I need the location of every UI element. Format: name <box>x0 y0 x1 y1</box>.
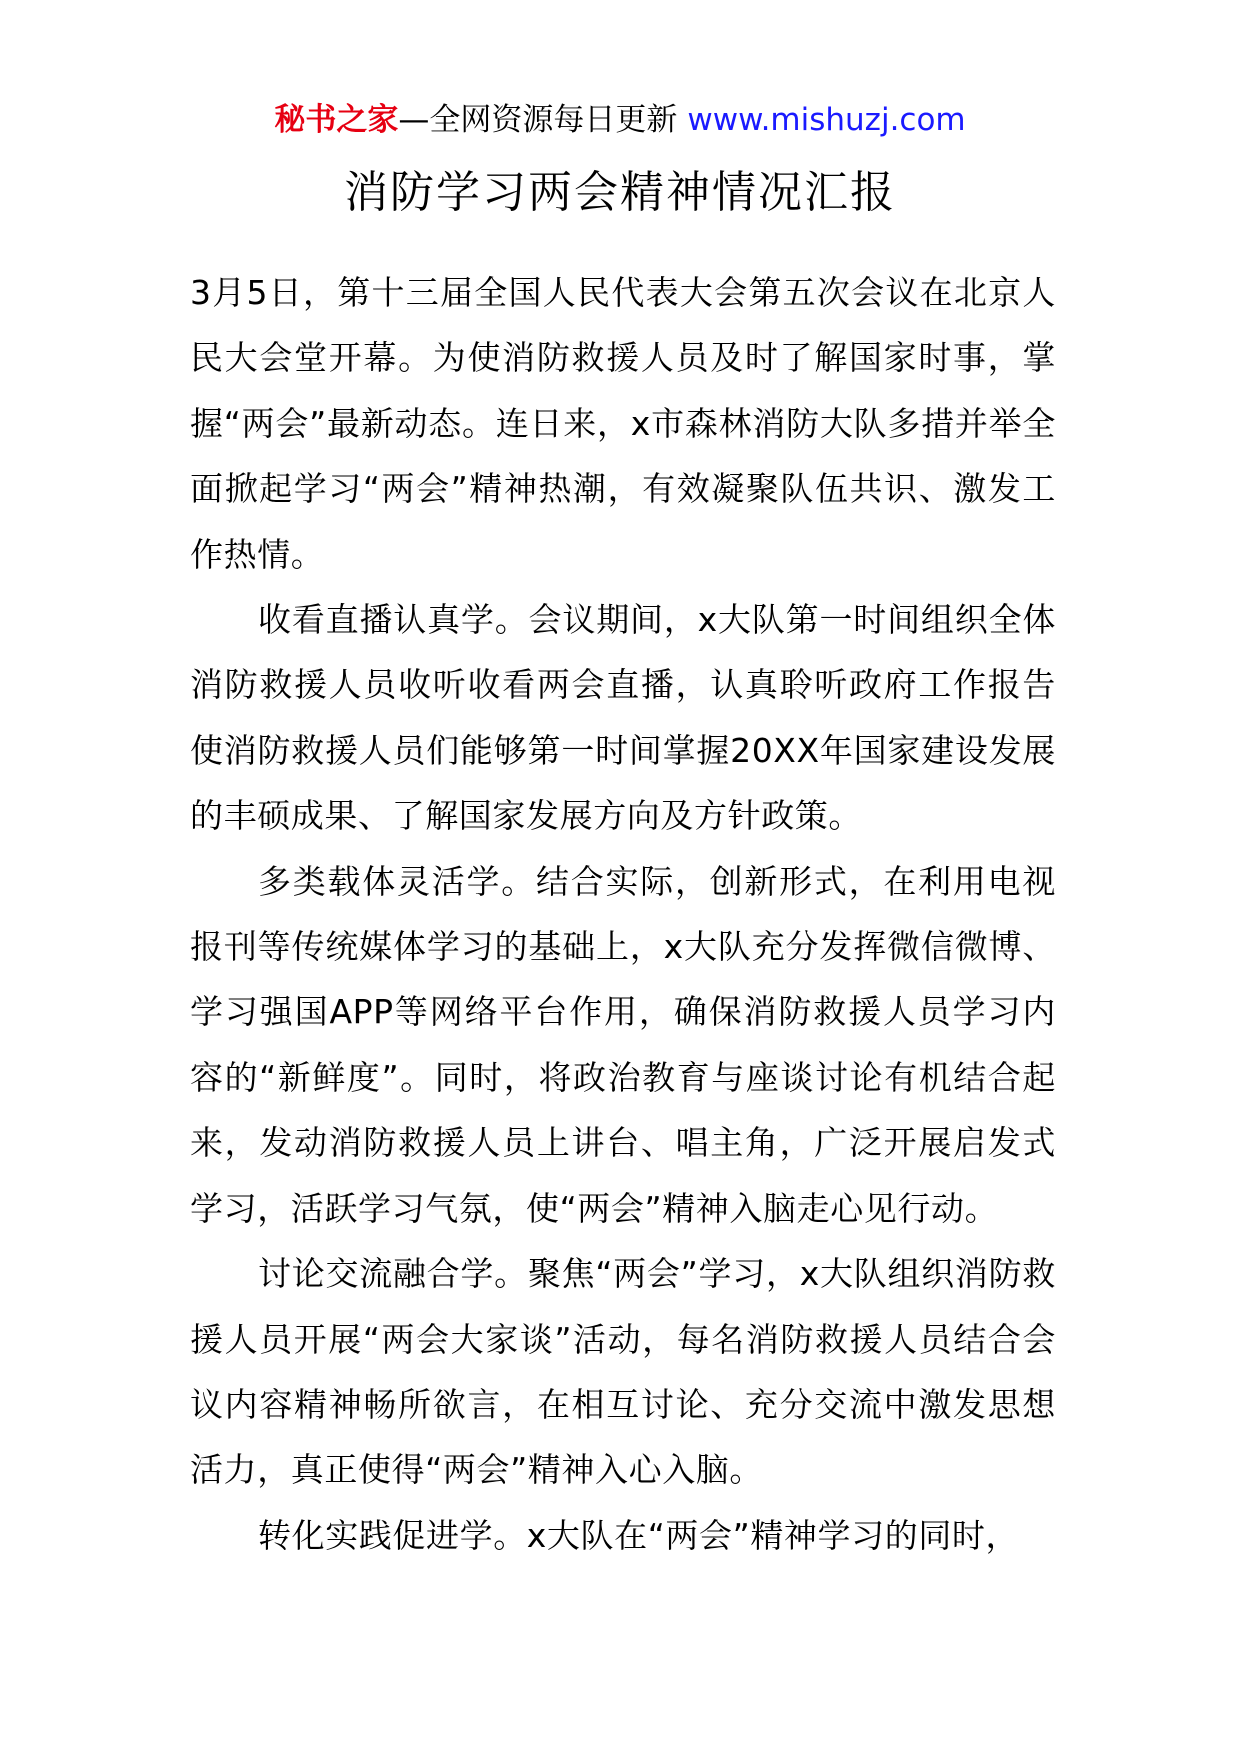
document-title: 消防学习两会精神情况汇报 <box>344 167 896 218</box>
body-paragraph: 转化实践促进学。x大队在“两会”精神学习的同时， <box>258 1515 1020 1555</box>
body-paragraph: 多类载体灵活学。结合实际，创新形式，在利用电视报刊等传统媒体学习的基础上，x大队充分发挥微信微博、学习强国APP等网络平台作用，确保消防救援人员学习内容的“新鲜度”。同时，将政治教育与座谈讨论有机结合起来，发动消防救援人员上讲台、唱主角，广泛开展启发式学习，活跃学习气氛，使“两会”精神入脑走心见行动。 <box>190 861 1056 1228</box>
document-body <box>190 260 1056 1568</box>
site-banner <box>0 100 1240 140</box>
body-paragraph: 3月5日，第十三届全国人民代表大会第五次会议在北京人民大会堂开幕。为使消防救援人员及时了解国家时事，掌握“两会”最新动态。连日来，x市森林消防大队多措并举全面掀起学习“两会”精神热潮，有效凝聚队伍共识、激发工作热情。 <box>190 273 1056 574</box>
body-paragraph: 讨论交流融合学。聚焦“两会”学习，x大队组织消防救援人员开展“两会大家谈”活动，每名消防救援人员结合会议内容精神畅所欲言，在相互讨论、充分交流中激发思想活力，真正使得“两会”精神入心入脑。 <box>190 1254 1056 1490</box>
brand-name: 秘书之家 <box>274 102 399 138</box>
banner-slogan: —全网资源每日更新 <box>398 102 678 138</box>
body-paragraph: 收看直播认真学。会议期间，x大队第一时间组织全体消防救援人员收听收看两会直播，认真聆听政府工作报告使消防救援人员们能够第一时间掌握20XX年国家建设发展的丰硕成果、了解国家发展方向及方针政策。 <box>190 600 1056 836</box>
site-url: www.mishuzj.com <box>687 102 966 138</box>
